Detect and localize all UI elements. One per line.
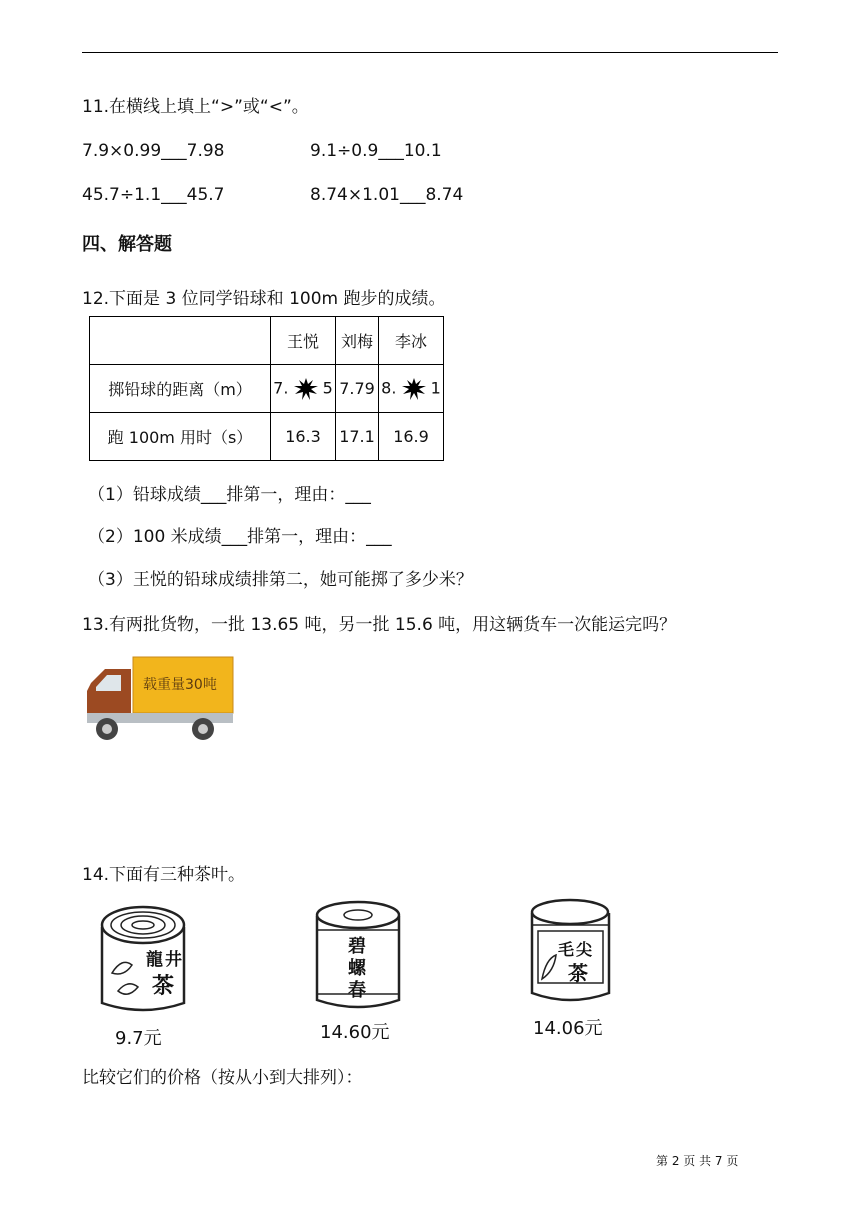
tea-price-1: 9.7元 [115, 1028, 162, 1049]
tea-name-3a: 毛尖 [558, 940, 595, 959]
cell-suffix: 5 [322, 378, 333, 397]
tea-name-2b: 螺 [348, 958, 366, 979]
tea-price-3: 14.06元 [533, 1018, 603, 1039]
cell-li-run: 16.9 [379, 413, 444, 461]
q11-item-4: 8.74×1.01___8.74 [310, 185, 464, 205]
cell-liu-shotput: 7.79 [336, 365, 379, 413]
q14-title: 14.下面有三种茶叶。 [82, 865, 246, 885]
q11-item-3: 45.7÷1.1___45.7 [82, 185, 225, 205]
table-row [90, 365, 444, 413]
cell-prefix: 8. [381, 378, 397, 397]
q11-item-2: 9.1÷0.9___10.1 [310, 141, 442, 161]
cell-wang-run: 16.3 [271, 413, 336, 461]
row-label-run: 跑 100m 用时（s） [90, 413, 271, 461]
truck-drawing [85, 655, 235, 745]
tea-can-icon [98, 905, 188, 1015]
tea-name-2a: 碧 [348, 936, 366, 957]
row-label-shotput: 掷铅球的距离（m） [90, 365, 271, 413]
ink-splat-icon [402, 378, 426, 400]
page-footer: 第 2 页 共 7 页 [656, 1154, 739, 1168]
q14-prompt: 比较它们的价格（按从小到大排列）： [82, 1068, 363, 1088]
cell-suffix: 1 [430, 378, 441, 397]
tea-name-3b: 茶 [568, 961, 588, 985]
cell-li-shotput [379, 365, 444, 413]
table-header-row [90, 317, 444, 365]
score-table [89, 316, 444, 461]
q12-sub-2: （2）100 米成绩___排第一，理由：___ [88, 527, 392, 547]
q12-sub-1: （1）铅球成绩___排第一，理由：___ [88, 485, 371, 505]
tea-price-2: 14.60元 [320, 1022, 390, 1043]
ink-splat-icon [294, 378, 318, 400]
tea-name-1: 龍井 [146, 950, 184, 970]
q12-sub-3: （3）王悦的铅球成绩排第二，她可能掷了多少米？ [88, 570, 473, 590]
table-header-liu: 刘梅 [336, 317, 379, 365]
cell-liu-run: 17.1 [336, 413, 379, 461]
header-rule [82, 52, 778, 53]
truck-icon [85, 655, 235, 745]
q13-title: 13.有两批货物，一批 13.65 吨，另一批 15.6 吨，用这辆货车一次能运完吗？ [82, 615, 677, 635]
q12-title: 12.下面是 3 位同学铅球和 100m 跑步的成绩。 [82, 289, 446, 309]
table-header-wang: 王悦 [271, 317, 336, 365]
table-header-li: 李冰 [379, 317, 444, 365]
tea-name-1b: 茶 [152, 974, 175, 999]
tea-name-2c: 春 [348, 980, 366, 1001]
cell-wang-shotput [271, 365, 336, 413]
tea-can-icon [313, 900, 403, 1015]
table-row [90, 413, 444, 461]
q11-title: 11.在横线上填上“>”或“<”。 [82, 97, 309, 117]
section-title: 四、解答题 [82, 234, 172, 255]
truck-capacity-label: 载重量30吨 [143, 677, 217, 693]
tea-can-icon [528, 897, 613, 1007]
table-header-empty [90, 317, 271, 365]
cell-prefix: 7. [273, 378, 289, 397]
q11-item-1: 7.9×0.99___7.98 [82, 141, 225, 161]
